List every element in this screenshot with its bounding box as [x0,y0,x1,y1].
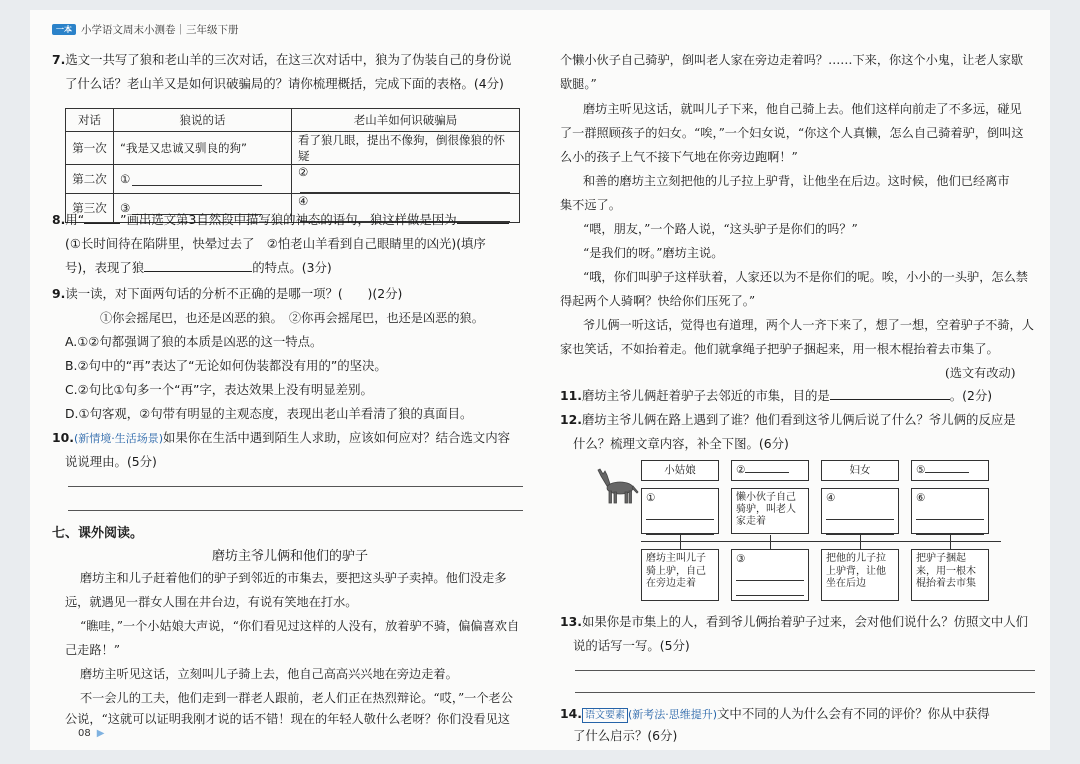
question-7-line2: 了什么话？老山羊又是如何识破骗局的？请你梳理概括，完成下面的表格。(4分) [65,76,504,91]
question-14-line2: 了什么启示？(6分) [573,728,678,743]
table-cell: 第三次 [66,194,114,223]
skill-tag: 语文要素 [582,708,628,723]
right-page [545,10,1050,750]
table-cell: 第二次 [66,165,114,194]
table-row [66,165,520,194]
table-header: 狼说的话 [114,109,292,132]
diagram-speech-box[interactable]: ⑥ [911,488,989,534]
answer-table [65,108,520,223]
book-title: 小学语文周末小测卷｜三年级下册 [81,24,239,36]
page-number: 08 ▶ [78,728,105,739]
story-paragraph: “瞧哇，”一个小姑娘大声说，“你们看见过这样的人没有，放着驴不骑，偏偏喜欢自 [80,619,520,633]
question-7-line1: 7.选文一共写了狼和老山羊的三次对话，在这三次对话中，狼为了伪装自己的身份说 [52,52,512,67]
answer-cell[interactable]: ② [292,165,520,194]
story-paragraph: 了一群照顾孩子的妇女。“唉，”一个妇女说，“你这个人真懒，怎么自己骑着驴，倒叫这 [560,126,1024,140]
page-header [52,22,239,37]
brand-logo: 一本 [52,24,76,35]
answer-cell[interactable]: ① [114,165,292,194]
question-13-line1: 13.如果你是市集上的人，看到爷儿俩抬着驴子过来，会对他们说什么？仿照文中人们 [560,614,1029,629]
question-11: 11.磨坊主爷儿俩赶着驴子去邻近的市集，目的是 。(2分) [560,388,993,403]
question-13-line2: 说的话写一写。(5分) [573,638,690,653]
story-paragraph: “是我们的呀。”磨坊主说。 [583,246,724,260]
story-title: 磨坊主爷儿俩和他们的驴子 [211,549,368,564]
diagram-header-box[interactable]: ⑤ [911,460,989,481]
diagram-header-box[interactable]: ② [731,460,809,481]
connector [860,535,861,549]
table-header: 老山羊如何识破骗局 [292,109,520,132]
answer-blank[interactable] [830,386,950,400]
story-paragraph: 磨坊主听见这话，立刻叫儿子骑上去，他自己高高兴兴地在旁边走着。 [80,667,458,681]
option-a[interactable]: A.①②句都强调了狼的本质是凶恶的这一特点。 [65,334,323,349]
answer-blank[interactable] [84,210,120,224]
story-paragraph: 么小的孩子上气不接下气地在你旁边跑啊！” [560,150,798,164]
story-paragraph: 不一会儿的工夫，他们走到一群老人跟前，老人们正在热烈辩论。“哎，”一个老公 [80,691,513,705]
answer-line[interactable] [575,670,1035,671]
question-10-line2: 说说理由。(5分) [65,454,157,469]
table-header: 对话 [66,109,114,132]
question-8-line2: (①长时间待在陷阱里，快晕过去了 ②怕老山羊看到自己眼睛里的凶光)(填序 [65,236,486,251]
answer-line[interactable] [68,486,523,487]
question-9-quotes: ①你会摇尾巴，也还是凶恶的狼。 ②你再会摇尾巴，也还是凶恶的狼。 [100,311,484,325]
story-paragraph: 远，就遇见一群女人围在井台边，有说有笑地在打水。 [65,595,358,609]
story-paragraph: 个懒小伙子自己骑驴，倒叫老人家在旁边走着吗？……下来，你这个小鬼，让老人家歇 [560,53,1024,67]
connector [950,535,951,549]
story-paragraph: 爷儿俩一听这话，觉得也有道理，两个人一齐下来了，想了一想，空着驴子不骑，人 [583,318,1034,332]
table-cell: “我是又忠诚又驯良的狗” [114,132,292,165]
timeline-line [641,541,1001,542]
question-10-line1: 10.(新情境·生活场景)如果你在生活中遇到陌生人求助，应该如何应对？结合选文内容 [52,426,510,451]
question-12-line1: 12.磨坊主爷儿俩在路上遇到了谁？他们看到这爷儿俩后说了什么？爷儿俩的反应是 [560,412,1016,427]
diagram-reaction-box: 磨坊主叫儿子骑上驴，自己在旁边走着 [641,549,719,601]
connector [770,535,771,549]
table-cell: 第一次 [66,132,114,165]
option-d[interactable]: D.①句客观，②句带有明显的主观态度，表现出老山羊看清了狼的真面目。 [65,406,473,421]
source-note: (选文有改动) [945,366,1016,380]
answer-blank[interactable] [144,258,252,272]
context-tag: (新情境·生活场景) [73,432,164,445]
diagram-speech-box[interactable]: ④ [821,488,899,534]
story-paragraph: 集不远了。 [560,198,621,212]
question-14-line1: 14. 语文要素 (新考法·思维提升)文中不同的人为什么会有不同的评价？你从中获得 [560,702,990,727]
question-12-line2: 什么？梳理文章内容，补全下图。(6分) [573,436,789,451]
diagram-header-box: 妇女 [821,460,899,481]
diagram-reaction-box: 把他的儿子拉上驴背，让他坐在后边 [821,549,899,601]
story-paragraph: 磨坊主听见这话，就叫儿子下来，他自己骑上去。他们这样向前走了不多远，碰见 [583,102,1022,116]
question-8-line1: 8.用“ ”画出选文第3自然段中描写狼的神态的语句，狼这样做是因为 [52,208,509,232]
story-paragraph: 家也笑话，不如抬着走。他们就拿绳子把驴子捆起来，用一根木棍抬着去市集了。 [560,342,999,356]
connector [680,535,681,549]
table-header-row [66,109,520,132]
story-paragraph: 和善的磨坊主立刻把他的儿子拉上驴背，让他坐在后边。这时候，他们已经离市 [583,174,1010,188]
answer-cell[interactable]: ③ [114,194,292,223]
question-8-line3: 号)，表现了狼 的特点。(3分) [65,260,332,275]
answer-cell[interactable]: ④ [292,194,520,223]
diagram-reaction-box[interactable]: ③ [731,549,809,601]
section-title: 七、课外阅读。 [52,526,144,541]
option-b[interactable]: B.②句中的“再”表达了“无论如何伪装都没有用的”的坚决。 [65,358,387,373]
story-paragraph: “哦，你们叫驴子这样驮着，人家还以为不是你们的呢。唉，小小的一头驴，怎么禁 [583,270,1028,284]
answer-line[interactable] [575,692,1035,693]
table-row [66,132,520,165]
story-paragraph: 得起两个人骑啊？快给你们压死了。” [560,294,756,308]
left-page [30,10,550,750]
donkey-icon [595,462,641,508]
story-paragraph: 磨坊主和儿子赶着他们的驴子到邻近的市集去，要把这头驴子卖掉。他们没走多 [80,571,507,585]
triangle-icon: ▶ [96,728,105,739]
diagram-speech-box[interactable]: ① [641,488,719,534]
story-paragraph: 歇腿。” [560,77,597,91]
answer-blank[interactable] [457,210,509,224]
table-cell: 看了狼几眼，提出不像狗，倒很像狼的怀疑 [292,132,520,165]
diagram-header-box: 小姑娘 [641,460,719,481]
option-c[interactable]: C.②句比①句多一个“再”字，表达效果上没有明显差别。 [65,382,373,397]
context-tag: (新考法·思维提升) [627,708,718,721]
answer-line[interactable] [68,510,523,511]
question-9-stem: 9.读一读，对下面两句话的分析不正确的是哪一项？( )(2分) [52,286,403,301]
story-paragraph: 己走路！” [65,643,120,657]
story-paragraph: “喂，朋友，”一个路人说，“这头驴子是你们的吗？” [583,222,858,236]
diagram-reaction-box: 把驴子捆起来，用一根木棍抬着去市集 [911,549,989,601]
diagram-speech-box: 懒小伙子自己骑驴，叫老人家走着 [731,488,809,534]
story-paragraph: 公说，“这就可以证明我刚才说的话不错！现在的年轻人敬什么老呀？你们没看见这 [65,712,510,726]
